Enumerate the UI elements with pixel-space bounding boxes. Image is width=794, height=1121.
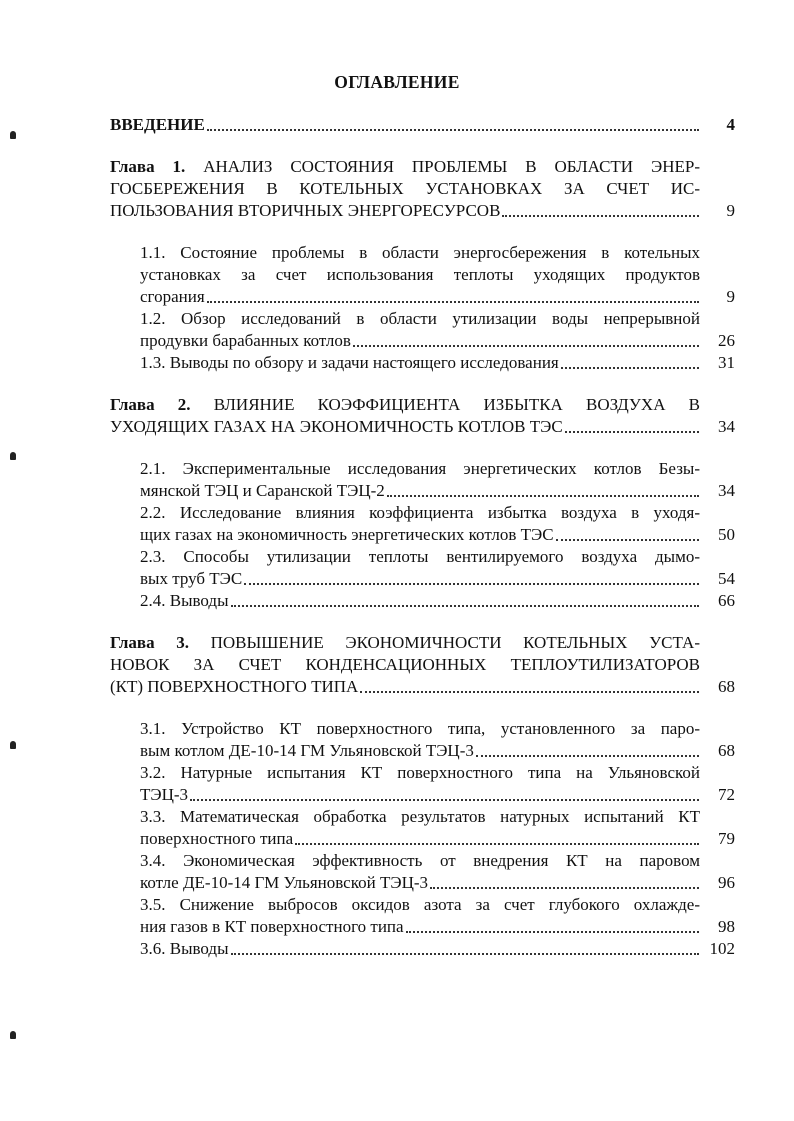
toc-entry-line [110,200,735,222]
toc-entry-line [110,524,735,546]
toc-entry-text: ния газов в КТ поверхностного типа [140,917,404,936]
toc-entry-text: 1.1. Состояние проблемы в области энергосбережения в котельных [140,243,700,262]
chapter-entry [110,156,735,222]
toc-entry-text: ГОСБЕРЕЖЕНИЯ В КОТЕЛЬНЫХ УСТАНОВКАХ ЗА СЧЕТ ИС- [110,179,700,198]
dot-leader [231,953,699,955]
page-number: 96 [718,873,735,892]
dot-leader [295,843,699,845]
toc-entry-line [110,872,735,894]
subsection-entry [110,850,735,894]
subsection-entry [110,546,735,590]
toc-entry-text: 3.6. Выводы [140,939,229,958]
page-number: 72 [718,785,735,804]
scan-mark [10,741,16,749]
subsection-list [110,458,735,612]
chapter-label: Глава 2. [110,395,191,414]
dot-leader [430,887,699,889]
chapter-label: Глава 1. [110,157,186,176]
dot-leader [406,931,699,933]
toc-entry-text: ПОВЫШЕНИЕ ЭКОНОМИЧНОСТИ КОТЕЛЬНЫХ УСТА- [188,633,700,652]
subsection-entry [110,242,735,308]
toc-entry-text: мянской ТЭЦ и Саранской ТЭЦ-2 [140,481,385,500]
toc-entry-text: ТЭЦ-3 [140,785,189,804]
page-number: 34 [718,417,735,436]
toc-entry-line [110,784,735,806]
toc-entry-text: 3.1. Устройство КТ поверхностного типа, установленного за паро- [140,719,700,738]
toc-entry-text: установках за счет использования теплоты уходящих продуктов [140,265,700,284]
toc-entry-line [110,416,735,438]
toc-entry-line [110,916,735,938]
dot-leader [387,495,699,497]
subsection-list [110,242,735,374]
toc-entry-text: котле ДЕ-10-14 ГМ Ульяновской ТЭЦ-3 [140,873,429,892]
toc-entry-line [110,458,700,480]
dot-leader [207,301,699,303]
scan-mark [10,1031,16,1039]
toc-entry-line [110,676,735,698]
subsection-entry [110,718,735,762]
toc-entry-line [110,394,700,416]
toc-entry-line [110,740,735,762]
toc-entry-line [110,632,700,654]
page-title: ОГЛАВЛЕНИЕ [334,72,460,92]
toc-entry-text: щих газах на экономичность энергетических котлов ТЭС [140,525,554,544]
toc-entry-text: (КТ) ПОВЕРХНОСТНОГО ТИПА [110,677,359,696]
page-number: 98 [718,917,735,936]
toc-entry-line [110,352,735,374]
subsection-entry [110,590,735,612]
page-number: 26 [718,331,735,350]
toc-entry-line [110,894,700,916]
toc-entry-line [110,718,700,740]
subsection-entry [110,308,735,352]
toc-entry-text: вым котлом ДЕ-10-14 ГМ Ульяновской ТЭЦ-3 [140,741,474,760]
page-number: 50 [718,525,735,544]
toc-entry-text: ВЛИЯНИЕ КОЭФФИЦИЕНТА ИЗБЫТКА ВОЗДУХА В [190,395,700,414]
toc-entry-text: ПОЛЬЗОВАНИЯ ВТОРИЧНЫХ ЭНЕРГОРЕСУРСОВ [110,201,501,220]
toc-entry-line [110,156,700,178]
dot-leader [502,215,699,217]
subsection-list [110,718,735,960]
toc-entry-text: 1.2. Обзор исследований в области утилизации воды непрерывной [140,309,700,328]
page-number: 9 [726,287,735,306]
toc-entry-text: УХОДЯЩИХ ГАЗАХ НА ЭКОНОМИЧНОСТЬ КОТЛОВ ТЭС [110,417,563,436]
toc-entry-line [110,242,700,264]
toc-entry-text: 3.5. Снижение выбросов оксидов азота за счет глубокого охлажде- [140,895,700,914]
toc-entry-line [110,480,735,502]
toc-entry-line [110,178,700,200]
table-of-contents [110,114,735,980]
toc-entry-line [110,568,735,590]
page-number: 9 [726,201,735,220]
subsection-entry [110,762,735,806]
chapter-label: Глава 3. [110,633,189,652]
subsection-entry [110,894,735,938]
page-number: 79 [718,829,735,848]
toc-entry-text: 2.3. Способы утилизации теплоты вентилируемого воздуха дымо- [140,547,700,566]
toc-entry-line [110,308,700,330]
toc-entry-text: 2.2. Исследование влияния коэффициента избытка воздуха в уходя- [140,503,700,522]
subsection-entry [110,502,735,546]
page-number: 31 [718,353,735,372]
dot-leader [353,345,699,347]
page-number: 102 [709,939,735,958]
toc-entry-text: 3.4. Экономическая эффективность от внедрения КТ на паровом [140,851,700,870]
toc-entry-line [110,286,735,308]
dot-leader [556,539,699,541]
toc-entry-line [110,590,735,612]
toc-entry-line [110,330,735,352]
subsection-entry [110,806,735,850]
dot-leader [561,367,699,369]
scan-mark [10,452,16,460]
toc-entry-text: АНАЛИЗ СОСТОЯНИЯ ПРОБЛЕМЫ В ОБЛАСТИ ЭНЕР- [185,157,700,176]
toc-entry-text: продувки барабанных котлов [140,331,351,350]
toc-entry-line [110,114,735,136]
dot-leader [360,691,699,693]
page-number: 4 [726,115,735,134]
dot-leader [190,799,699,801]
intro-entry [110,114,735,136]
page-number: 34 [718,481,735,500]
toc-entry-line [110,264,700,286]
chapter-entry [110,394,735,438]
dot-leader [231,605,699,607]
toc-entry-text: 2.4. Выводы [140,591,229,610]
dot-leader [207,129,699,131]
toc-entry-text: НОВОК ЗА СЧЕТ КОНДЕНСАЦИОННЫХ ТЕПЛОУТИЛИЗАТОРОВ [110,655,700,674]
page-number: 54 [718,569,735,588]
toc-entry-text: 1.3. Выводы по обзору и задачи настоящего исследования [140,353,559,372]
toc-entry-line [110,938,735,960]
toc-entry-text: 3.3. Математическая обработка результатов натурных испытаний КТ [140,807,700,826]
subsection-entry [110,458,735,502]
dot-leader [244,583,699,585]
toc-entry-text: вых труб ТЭС [140,569,243,588]
toc-entry-text: поверхностного типа [140,829,294,848]
chapter-entry [110,632,735,698]
dot-leader [565,431,699,433]
subsection-entry [110,938,735,960]
toc-entry-line [110,850,700,872]
page-number: 68 [718,677,735,696]
toc-entry-line [110,502,700,524]
dot-leader [476,755,699,757]
toc-entry-text: 3.2. Натурные испытания КТ поверхностного типа на Ульяновской [140,763,700,782]
toc-entry-line [110,828,735,850]
toc-entry-text: 2.1. Экспериментальные исследования энергетических котлов Безы- [140,459,700,478]
toc-entry-text: сгорания [140,287,205,306]
page-number: 66 [718,591,735,610]
toc-entry-line [110,806,700,828]
toc-entry-text: ВВЕДЕНИЕ [110,115,205,134]
toc-entry-line [110,762,700,784]
toc-entry-line [110,654,700,676]
subsection-entry [110,352,735,374]
page-number: 68 [718,741,735,760]
scan-mark [10,131,16,139]
toc-entry-line [110,546,700,568]
